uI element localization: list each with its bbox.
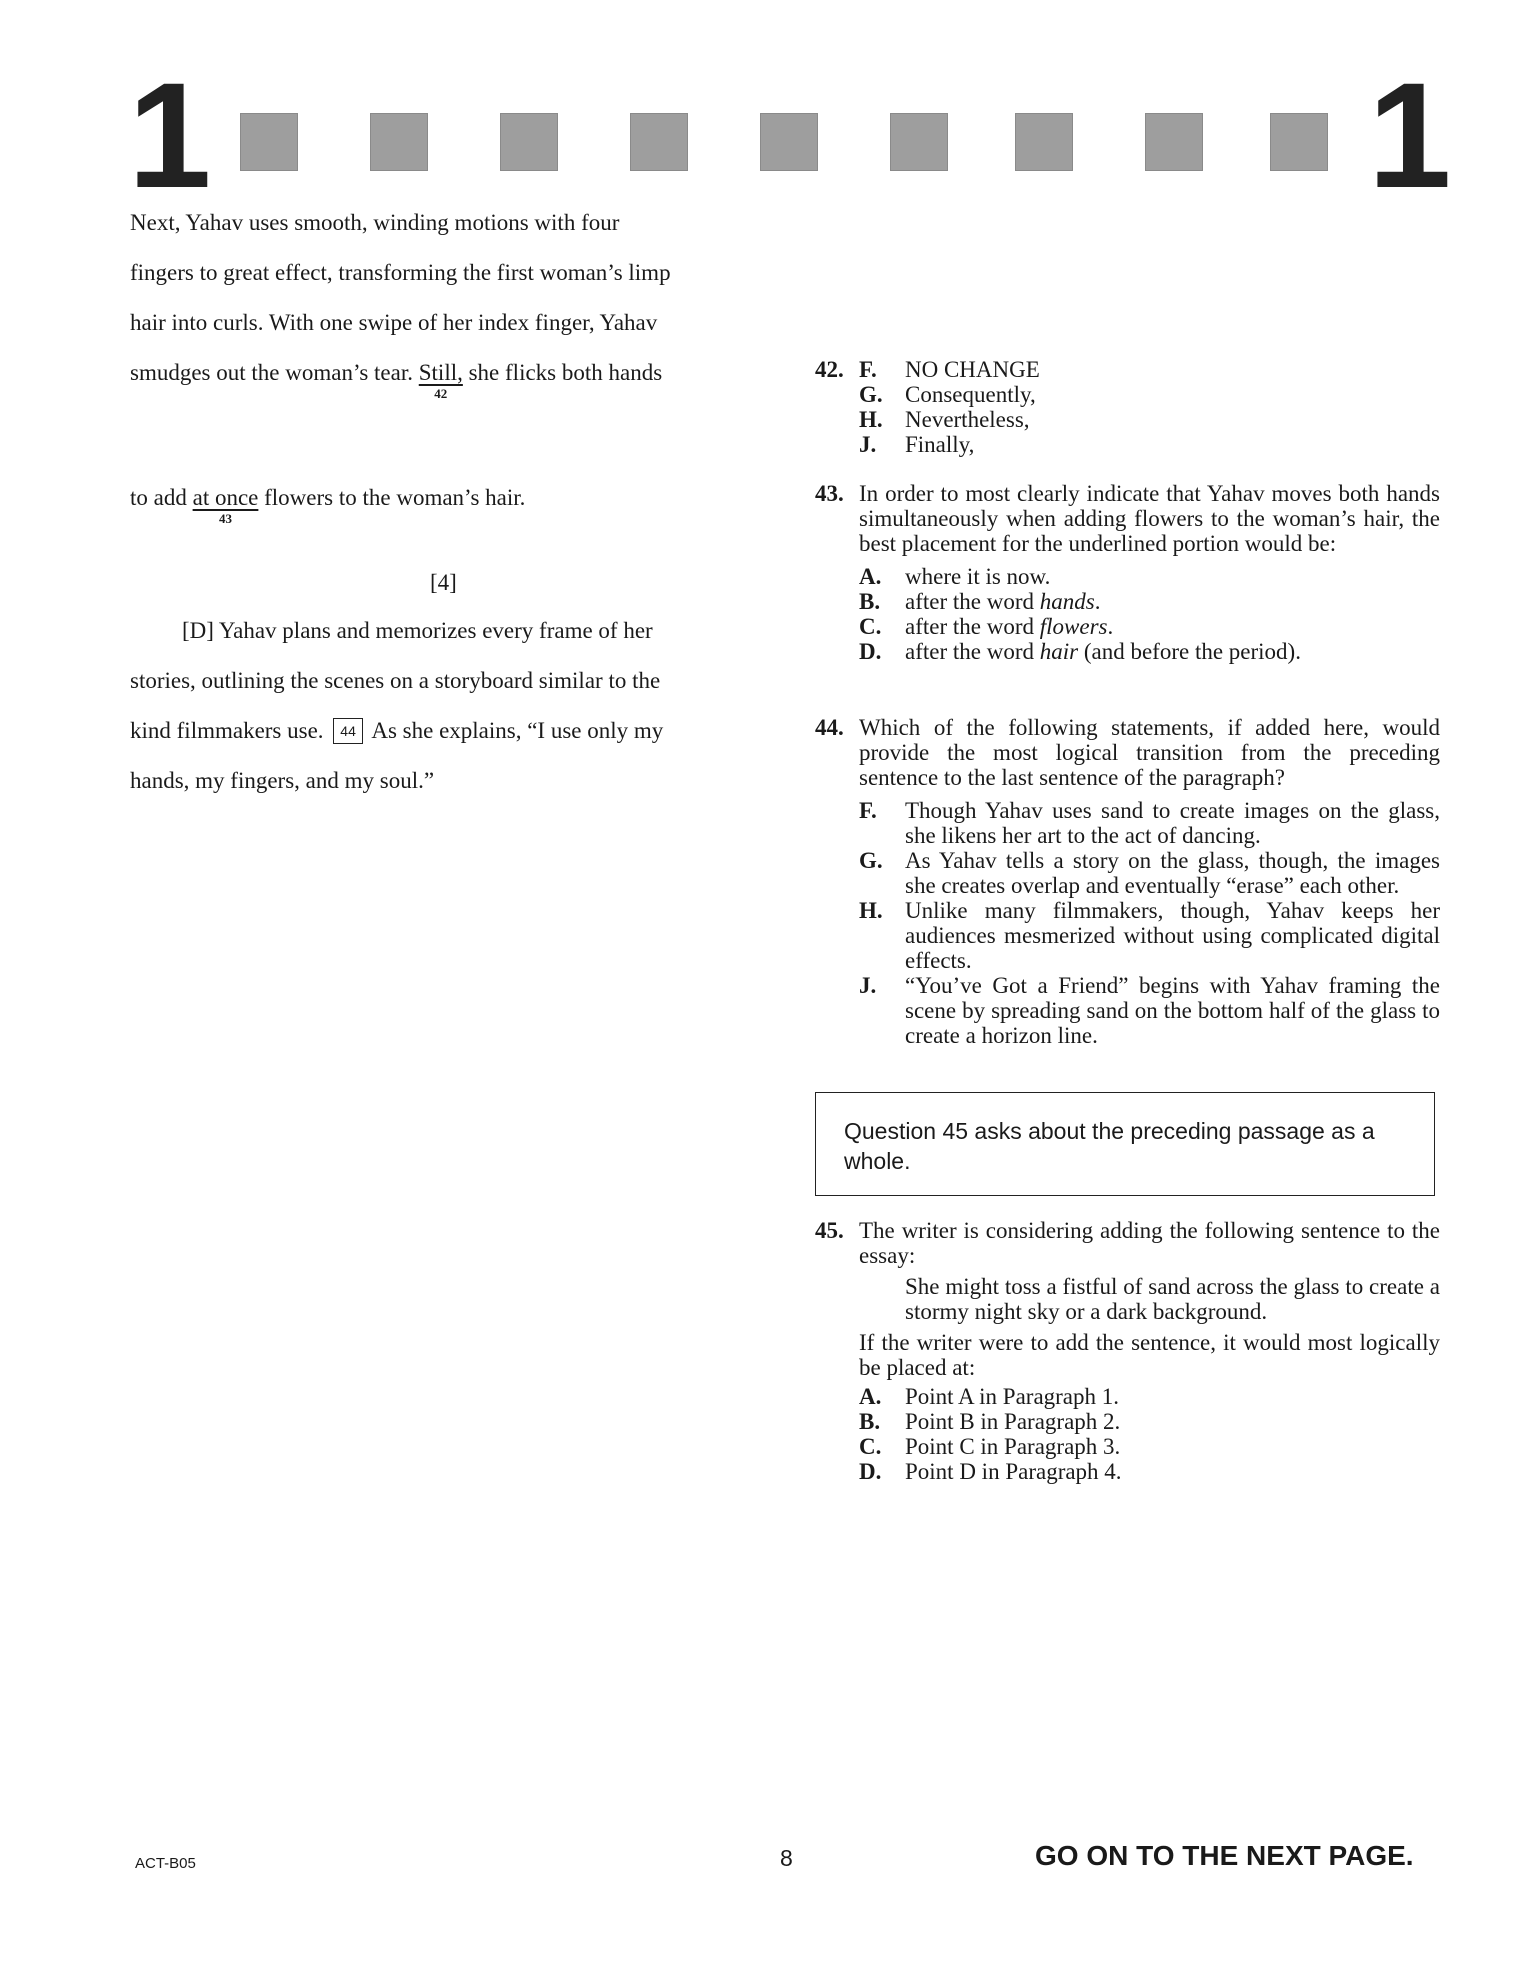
option-text: Consequently, (905, 382, 1036, 407)
answer-option[interactable] (815, 973, 1440, 1048)
option-letter: B. (859, 1409, 881, 1434)
answer-option[interactable] (815, 639, 1440, 664)
paragraph-number: [4] (430, 570, 457, 595)
option-text: . (1094, 589, 1101, 614)
inserted-sentence: She might toss a fistful of sand across the glass to create a stormy night sky or a dark background. (905, 1274, 1440, 1324)
passage-text: kind filmmakers use. (130, 718, 330, 743)
answer-option[interactable] (815, 848, 1440, 898)
passage-line: hair into curls. With one swipe of her index finger, Yahav (130, 310, 658, 335)
question-ref-number: 43 (218, 511, 232, 526)
option-letter: B. (859, 589, 881, 614)
option-text: Unlike many filmmakers, though, Yahav keeps her audiences mesmerized without using complicated digital effects. (905, 898, 1440, 973)
form-code: ACT-B05 (135, 1855, 196, 1872)
page-number: 8 (780, 1845, 793, 1871)
answer-option[interactable] (815, 589, 1440, 614)
header-square (1270, 113, 1328, 171)
passage-line (130, 718, 663, 744)
option-text: Point D in Paragraph 4. (905, 1459, 1122, 1484)
option-text: after the word (905, 639, 1040, 664)
header-square (1015, 113, 1073, 171)
passage-text: she flicks both hands (462, 360, 663, 385)
answer-option[interactable] (815, 1409, 1440, 1434)
stem-text: The writer is considering adding the following sentence to the essay: (859, 1218, 1440, 1268)
option-text[interactable]: NO CHANGE (905, 357, 1040, 382)
option-letter: C. (859, 614, 882, 639)
passage-line: fingers to great effect, transforming the first woman’s limp (130, 260, 671, 285)
header-square (1145, 113, 1203, 171)
option-letter: H. (859, 407, 883, 432)
underlined-text: Still, (418, 360, 463, 385)
passage-line: stories, outlining the scenes on a storyboard similar to the (130, 668, 661, 693)
underlined-text: at once (192, 485, 259, 510)
next-page-instruction: GO ON TO THE NEXT PAGE. (1035, 1840, 1414, 1871)
option-text: Point A in Paragraph 1. (905, 1384, 1120, 1409)
passage-line: Next, Yahav uses smooth, winding motions with four (130, 210, 620, 235)
option-emphasis: flowers (1039, 614, 1108, 639)
question-number: 43. (815, 481, 844, 506)
section-number-right: 1 (1368, 51, 1452, 219)
answer-option[interactable] (815, 382, 1440, 407)
header-square (760, 113, 818, 171)
option-letter: C. (859, 1434, 882, 1459)
option-text: Though Yahav uses sand to create images on the glass, she likens her art to the act of dancing. (905, 798, 1440, 848)
header-square (890, 113, 948, 171)
answer-option[interactable] (815, 614, 1440, 639)
passage-line: hands, my fingers, and my soul.” (130, 768, 435, 793)
option-letter: G. (859, 848, 883, 873)
followup-text: If the writer were to add the sentence, it would most logically be placed at: (859, 1330, 1440, 1380)
question-stem (815, 1218, 1440, 1268)
question-stem (815, 715, 1440, 790)
question-43 (815, 481, 1440, 664)
option-emphasis: hands (1039, 589, 1095, 614)
option-text: Nevertheless, (905, 407, 1030, 432)
question-ref-number: 42 (434, 386, 448, 401)
option-letter: J. (859, 432, 877, 457)
section-header (0, 0, 1530, 219)
question-number: 44. (815, 715, 844, 740)
stem-text: In order to most clearly indicate that Yahav moves both hands simultaneously when adding flowers to the woman’s hair, the best placement for the underlined portion would be: (859, 481, 1440, 556)
question-45 (815, 1218, 1440, 1484)
option-letter: J. (859, 973, 877, 998)
question-44 (815, 715, 1440, 1048)
option-emphasis: hair (1039, 639, 1079, 664)
option-text: Finally, (905, 432, 975, 457)
answer-option[interactable] (815, 1434, 1440, 1459)
passage-line (130, 485, 526, 526)
passage-text: As she explains, “I use only my (366, 718, 664, 743)
question-42 (815, 357, 1440, 457)
section-number-left: 1 (128, 51, 212, 219)
option-text: Point B in Paragraph 2. (905, 1409, 1121, 1434)
option-text: As Yahav tells a story on the glass, though, the images she creates overlap and eventually “erase” each other. (905, 848, 1440, 898)
question-number: 42. (815, 357, 844, 382)
question-box-44[interactable]: 44 (333, 718, 363, 744)
answer-option[interactable] (815, 1459, 1440, 1484)
stem-text: Which of the following statements, if added here, would provide the most logical transition from the preceding sentence to the last sentence of the paragraph? (859, 715, 1440, 790)
passage-note-box: Question 45 asks about the preceding passage as a whole. (815, 1092, 1435, 1196)
option-text: where it is now. (905, 564, 1051, 589)
underlined-portion-43[interactable] (192, 485, 259, 526)
answer-option[interactable] (815, 407, 1440, 432)
option-letter: D. (859, 1459, 882, 1484)
question-stem (815, 357, 1440, 382)
answer-option[interactable] (815, 898, 1440, 973)
passage-line: [D] Yahav plans and memorizes every frame of her (182, 618, 653, 643)
passage-text: smudges out the woman’s tear. (130, 360, 419, 385)
header-square (500, 113, 558, 171)
option-letter: G. (859, 382, 883, 407)
question-number: 45. (815, 1218, 844, 1243)
option-letter: F. (859, 798, 877, 823)
option-letter: F. (859, 357, 877, 382)
question-stem (815, 481, 1440, 556)
answer-option[interactable] (815, 432, 1440, 457)
option-text: (and before the period). (1078, 639, 1301, 664)
option-letter: A. (859, 564, 882, 589)
header-square (630, 113, 688, 171)
underlined-portion-42[interactable] (418, 360, 463, 401)
option-text: Point C in Paragraph 3. (905, 1434, 1121, 1459)
header-square (370, 113, 428, 171)
answer-option[interactable] (815, 1384, 1440, 1409)
option-letter: A. (859, 1384, 882, 1409)
option-text: . (1107, 614, 1114, 639)
passage-text: to add (130, 485, 193, 510)
option-letter: H. (859, 898, 883, 923)
answer-option[interactable] (815, 798, 1440, 848)
passage-line (130, 360, 663, 401)
answer-option[interactable] (815, 564, 1440, 589)
option-text: “You’ve Got a Friend” begins with Yahav framing the scene by spreading sand on the bottom half of the glass to create a horizon line. (905, 973, 1440, 1048)
option-text: after the word (905, 614, 1040, 639)
option-text: after the word (905, 589, 1040, 614)
header-square (240, 113, 298, 171)
passage-text: flowers to the woman’s hair. (258, 485, 526, 510)
option-letter: D. (859, 639, 882, 664)
